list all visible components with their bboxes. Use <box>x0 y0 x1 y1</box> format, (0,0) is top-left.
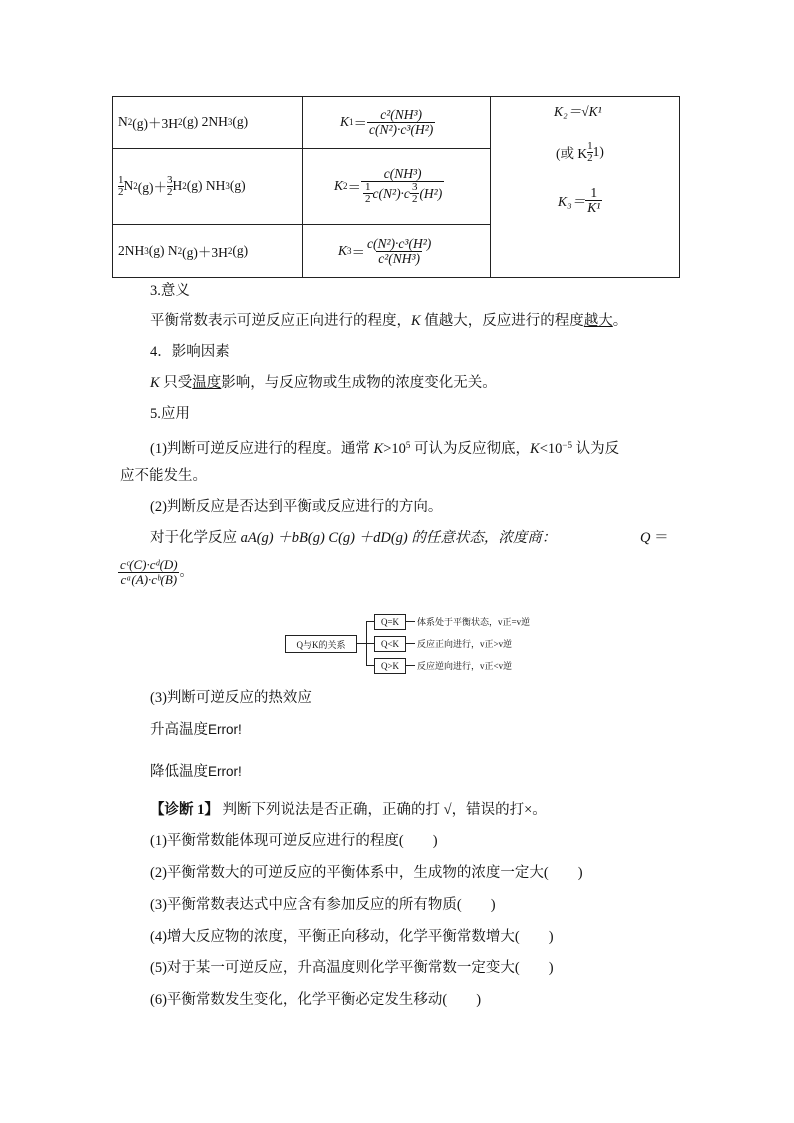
reaction-3: 2NH 3 (g) N 2 (g)＋3H 2 (g) <box>118 243 249 260</box>
heating-line: 升高温度Error! <box>150 722 242 738</box>
reaction-2: $\frac{1}{2}$ N 2 (g)＋ $\frac{3}{2}$ H 2 (g) NH 3 (g) <box>118 173 246 198</box>
section-5-title: 5.应用 <box>150 406 190 422</box>
diagram-label-equilibrium: 体系处于平衡状态，v正=v逆 <box>417 617 531 627</box>
k2-fraction: c(NH³) $\frac{1}{2}$ c (N²)·c $\frac{3}{2}$ (H²) <box>361 167 444 205</box>
diagram-arrow-1 <box>405 621 415 622</box>
section-4-body: K 只受温度影响，与反应物或生成物的浓度变化无关。 <box>150 375 497 391</box>
table-divider-1 <box>302 96 303 278</box>
diagnosis-title: 【诊断 1】 <box>150 802 219 818</box>
k1-expression: K 1 ＝ $\frac{\text{c²(NH³)}}{\text{c(N²)·c³(H²)}}$ <box>340 106 434 137</box>
quiz-item: (5)对于某一可逆反应，升高温度则化学平衡常数一定变大( ) <box>150 960 554 976</box>
diagnosis-intro: 判断下列说法是否正确，正确的打 √，错误的打×。 <box>218 802 547 818</box>
section-3-title: 3.意义 <box>150 283 190 299</box>
k1-fraction: $\frac{\text{c²(NH³)}}{\text{c(N²)·c³(H²)}}$ <box>369 106 434 137</box>
diagram-label-reverse: 反应逆向进行，v正<v逆 <box>417 661 513 671</box>
diagram-box-q-eq-k: Q=K <box>374 614 406 630</box>
k3-relation: K₃＝ $\frac{1}{\text{K¹}}$ <box>558 184 601 215</box>
cooling-line: 降低温度Error! <box>150 764 242 780</box>
k3-expression: K 3 ＝ $\frac{\text{c(N²)·c³(H²)}}{\text{c²(NH³)}}$ <box>338 235 432 266</box>
section-3-body: 平衡常数表示可逆反应正向进行的程度，K 值越大，反应进行的程度越大。 <box>150 313 628 329</box>
quiz-item: (6)平衡常数发生变化，化学平衡必定发生移动( ) <box>150 992 482 1008</box>
diagnosis-heading <box>150 800 547 820</box>
section-5-para-1: (1)判断可逆反应进行的程度。通常 $K>10^5$ 可认为反应彻底，$K<10^{-5}$ 认为反 <box>150 440 620 457</box>
section-5-para-1-cont: 应不能发生。 <box>120 468 207 484</box>
section-5-para-2: (2)判断反应是否达到平衡或反应进行的方向。 <box>150 499 443 515</box>
section-5-para-4: (3)判断可逆反应的热效应 <box>150 690 312 706</box>
reaction-1: N 2 (g)＋3H 2 (g) 2NH 3 (g) <box>118 114 249 131</box>
q-expression: $\frac{\text{cᶜ(C)·cᵈ(D)}}{\text{cᵃ(A)·cᵇ(B)}}$ 。 <box>120 557 193 587</box>
table-border-right <box>679 96 680 278</box>
diagram-branch-3 <box>366 665 374 666</box>
quiz-item: (4)增大反应物的浓度，平衡正向移动，化学平衡常数增大( ) <box>150 929 554 945</box>
diagram-box-q-lt-k: Q<K <box>374 636 406 652</box>
table-divider-2 <box>490 96 491 278</box>
table-border-left <box>112 96 113 278</box>
diagram-branch-1 <box>366 621 374 622</box>
k2-expression: K 2 ＝ c(NH³) $\frac{1}{2}$ c (N²)·c $\frac{3}{2}$ (H²) <box>334 166 443 205</box>
diagram-arrow-2 <box>405 643 415 644</box>
quiz-item: (2)平衡常数大的可逆反应的平衡体系中，生成物的浓度一定大( ) <box>150 865 583 881</box>
quiz-item: (1)平衡常数能体现可逆反应进行的程度( ) <box>150 833 438 849</box>
diagram-branch-2 <box>366 643 374 644</box>
diagram-box-q-gt-k: Q>K <box>374 658 406 674</box>
diagram-label-forward: 反应正向进行，v正>v逆 <box>417 639 513 649</box>
diagram-main-box: Q与K的关系 <box>285 635 357 653</box>
section-4-title: 4．影响因素 <box>150 344 230 360</box>
equilibrium-constant-table <box>112 96 680 278</box>
k3-fraction: $\frac{\text{c(N²)·c³(H²)}}{\text{c²(NH³)}}$ <box>367 235 432 266</box>
q-symbol: Q ＝ <box>640 530 669 546</box>
quiz-item: (3)平衡常数表达式中应含有参加反应的所有物质( ) <box>150 897 496 913</box>
section-5-para-3: 对于化学反应 aA(g) ＋bB(g) C(g) ＋dD(g) 的任意状态，浓度商： <box>150 530 557 546</box>
diagram-arrow-3 <box>405 665 415 666</box>
diagram-connector <box>356 643 366 644</box>
k2-relation: K₂＝√K¹ <box>554 104 602 119</box>
k2-alt-relation: (或 K $\frac{1}{2}$ 1) <box>556 139 604 164</box>
